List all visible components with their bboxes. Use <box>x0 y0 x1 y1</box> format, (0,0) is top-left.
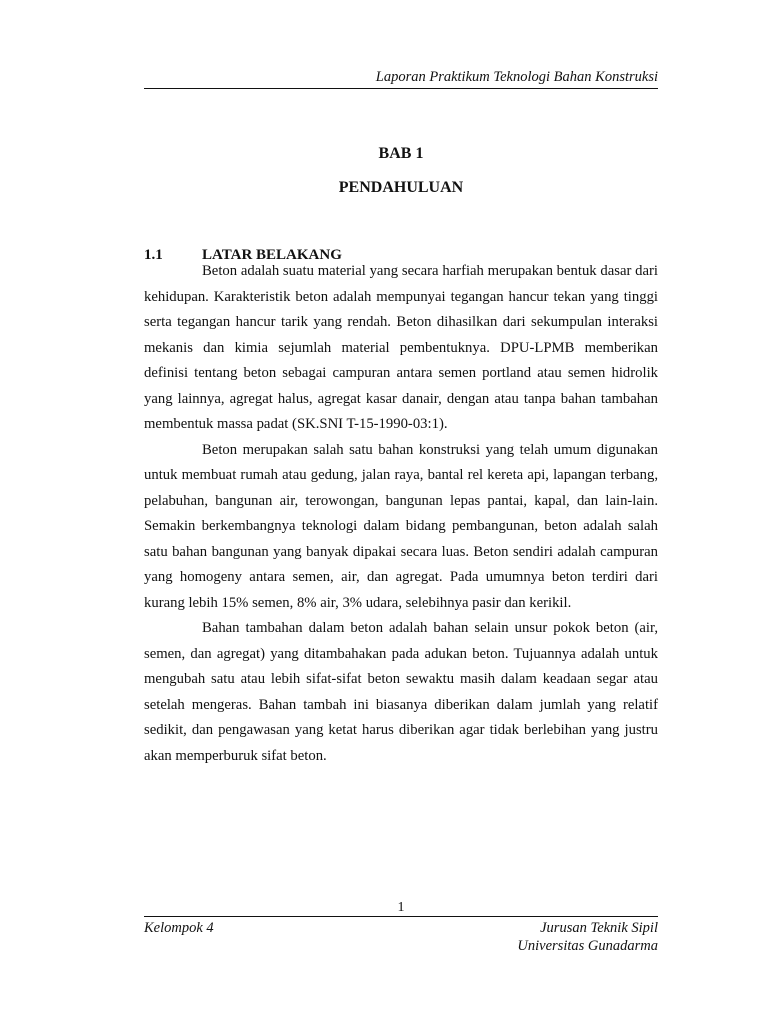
section-number: 1.1 <box>144 247 163 263</box>
footer-university: Universitas Gunadarma <box>517 938 658 954</box>
page-number: 1 <box>397 900 405 915</box>
paragraph: Beton adalah suatu material yang secara harfiah merupakan bentuk dasar dari kehidupan. Karakteristik beton adalah mempunyai tegangan hancur tekan yang tinggi serta tegangan hancur tarik yang rendah. Beton dihasilkan dari sekumpulan interaksi mekanis dan kimia sejumlah material pembentuknya. DPU-LPMB memberikan definisi tentang beton sebagai campuran antara semen portland atau semen hidrolik yang lainnya, agregat halus, agregat kasar danair, dengan atau tanpa bahan tambahan membentuk massa padat (SK.SNI T-15-1990-03:1). <box>144 263 658 432</box>
section-title: LATAR BELAKANG <box>202 247 342 263</box>
footer-group: Kelompok 4 <box>144 920 214 936</box>
footer-divider <box>144 916 658 917</box>
footer-department: Jurusan Teknik Sipil <box>540 920 658 936</box>
chapter-label: BAB 1 <box>378 145 424 162</box>
chapter-heading <box>144 137 658 205</box>
footer-institution <box>517 919 658 955</box>
paragraph: Beton merupakan salah satu bahan konstruksi yang telah umum digunakan untuk membuat rumah atau gedung, jalan raya, bantal rel kereta api, lapangan terbang, pelabuhan, bangunan air, terowongan, bangunan lepas pantai, kapal, dan lain-lain. Semakin berkembangnya teknologi dalam bidang pembangunan, beton adalah salah satu bahan bangunan yang banyak dipakai secara luas. Beton sendiri adalah campuran yang homogeny antara semen, air, dan agregat. Pada umumnya beton terdiri dari kurang lebih 15% semen, 8% air, 3% udara, selebihnya pasir dan kerikil. <box>144 441 658 611</box>
chapter-title: PENDAHULUAN <box>338 179 464 196</box>
paragraph: Bahan tambahan dalam beton adalah bahan selain unsur pokok beton (air, semen, dan agregat) yang ditambahakan pada adukan beton. Tujuannya adalah untuk mengubah satu atau lebih sifat-sifat beton sewaktu masih dalam keadaan segar atau setelah mengeras. Bahan tambah ini biasanya diberikan dalam jumlah yang relatif sedikit, dan pengawasan yang ketat harus diberikan agar tidak berlebihan yang justru akan memperburuk sifat beton. <box>144 620 658 764</box>
body-text <box>144 259 658 769</box>
header-divider <box>144 88 658 89</box>
running-header: Laporan Praktikum Teknologi Bahan Konstruksi <box>375 69 658 85</box>
